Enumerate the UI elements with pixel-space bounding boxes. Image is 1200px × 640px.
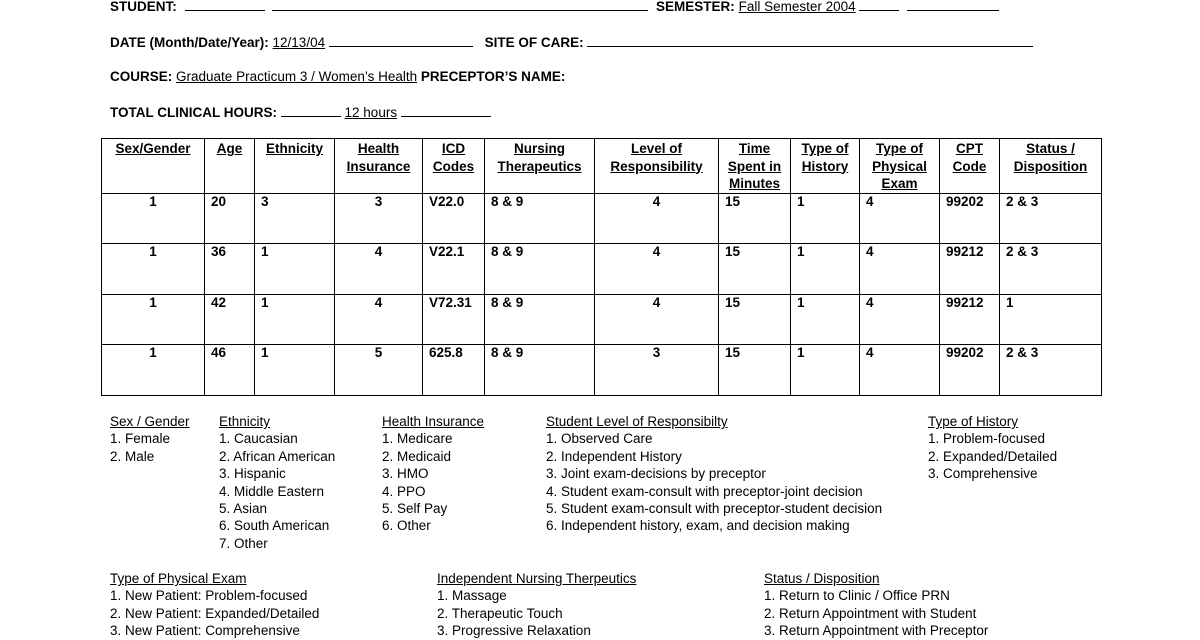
legend-item: 1. Female — [110, 431, 171, 447]
legend-item: 4. Student exam-consult with preceptor-joint decision — [546, 483, 863, 499]
cell-sex: 1 — [102, 345, 205, 396]
cell-icd: V22.0 — [423, 193, 485, 244]
legend-item: 6. Independent history, exam, and decision making — [546, 518, 850, 534]
cell-insurance: 4 — [335, 244, 423, 295]
legend-responsibility — [546, 413, 882, 535]
legend-item: 2. Independent History — [546, 448, 682, 464]
legend-item: 1. New Patient: Problem-focused — [110, 588, 308, 604]
hours-blank-2 — [401, 104, 491, 117]
date-line — [110, 34, 1033, 50]
student-line — [110, 0, 999, 14]
table-row — [102, 345, 1102, 396]
cell-time: 15 — [719, 193, 791, 244]
cell-icd: V22.1 — [423, 244, 485, 295]
cell-cpt: 99202 — [940, 345, 1000, 396]
cell-history: 1 — [791, 244, 860, 295]
legend-status-disposition — [764, 570, 988, 640]
col-header: Type of History — [791, 139, 860, 194]
semester-blank-1 — [859, 0, 899, 11]
cell-history: 1 — [791, 345, 860, 396]
legend-item: 3. Return Appointment with Preceptor — [764, 623, 989, 639]
site-blank — [587, 34, 1033, 47]
legend-item: 1. Massage — [437, 588, 507, 604]
legend-title: Type of History — [928, 414, 1019, 429]
legend-title: Student Level of Responsibilty — [546, 414, 728, 429]
cell-time: 15 — [719, 345, 791, 396]
cell-sex: 1 — [102, 244, 205, 295]
cell-cpt: 99202 — [940, 193, 1000, 244]
cell-physical: 4 — [860, 244, 940, 295]
legend-item: 5. Self Pay — [382, 500, 448, 516]
cell-age: 20 — [205, 193, 255, 244]
clinical-log-table — [101, 138, 1102, 396]
col-header: Type of Physical Exam — [860, 139, 940, 194]
cell-status: 2 & 3 — [1000, 193, 1102, 244]
legend-item: 2. Medicaid — [382, 448, 452, 464]
legend-item: 6. Other — [382, 518, 431, 534]
legend-health-insurance — [382, 413, 484, 535]
col-header: ICD Codes — [423, 139, 485, 194]
cell-sex: 1 — [102, 193, 205, 244]
cell-insurance: 5 — [335, 345, 423, 396]
table-row — [102, 244, 1102, 295]
col-header: Time Spent in Minutes — [719, 139, 791, 194]
date-value: 12/13/04 — [272, 35, 326, 50]
cell-cpt: 99212 — [940, 294, 1000, 345]
legend-item: 1. Observed Care — [546, 431, 653, 447]
legend-item: 6. South American — [219, 518, 330, 534]
semester-blank-2 — [907, 0, 999, 11]
legend-item: 2. Therapeutic Touch — [437, 605, 563, 621]
cell-icd: V72.31 — [423, 294, 485, 345]
legend-nursing-therapeutics — [437, 570, 636, 640]
cell-ethnicity: 1 — [255, 294, 335, 345]
legend-sex-gender — [110, 413, 190, 465]
cell-time: 15 — [719, 294, 791, 345]
date-label: DATE (Month/Date/Year): — [110, 35, 269, 50]
preceptor-label: PRECEPTOR’S NAME: — [420, 69, 566, 84]
course-line — [110, 69, 565, 84]
col-header: Status / Disposition — [1000, 139, 1102, 194]
site-label: SITE OF CARE: — [484, 35, 584, 50]
hours-line — [110, 104, 491, 120]
legend-title: Type of Physical Exam — [110, 571, 247, 586]
col-header: Sex/Gender — [102, 139, 205, 194]
table-header-row — [102, 139, 1102, 194]
legend-item: 2. African American — [219, 448, 336, 464]
course-label: COURSE: — [110, 69, 173, 84]
cell-sex: 1 — [102, 294, 205, 345]
cell-responsibility: 3 — [595, 345, 719, 396]
cell-insurance: 3 — [335, 193, 423, 244]
cell-nursing: 8 & 9 — [485, 294, 595, 345]
semester-value: Fall Semester 2004 — [738, 0, 856, 14]
legend-item: 5. Asian — [219, 500, 268, 516]
legend-item: 2. Expanded/Detailed — [928, 448, 1058, 464]
legend-item: 3. Progressive Relaxation — [437, 623, 591, 639]
legend-title: Status / Disposition — [764, 571, 880, 586]
legend-title: Sex / Gender — [110, 414, 190, 429]
cell-time: 15 — [719, 244, 791, 295]
cell-physical: 4 — [860, 345, 940, 396]
legend-ethnicity — [219, 413, 335, 552]
cell-age: 46 — [205, 345, 255, 396]
legend-item: 3. Hispanic — [219, 466, 286, 482]
student-blank-2 — [272, 0, 648, 11]
course-value: Graduate Practicum 3 / Women’s Health — [176, 69, 418, 84]
legend-title: Independent Nursing Therpeutics — [437, 571, 637, 586]
col-header: CPT Code — [940, 139, 1000, 194]
date-blank — [329, 34, 473, 47]
legend-item: 2. Return Appointment with Student — [764, 605, 977, 621]
legend-item: 3. New Patient: Comprehensive — [110, 623, 300, 639]
cell-nursing: 8 & 9 — [485, 244, 595, 295]
table-row — [102, 193, 1102, 244]
legend-item: 2. Male — [110, 448, 155, 464]
cell-insurance: 4 — [335, 294, 423, 345]
cell-nursing: 8 & 9 — [485, 345, 595, 396]
cell-responsibility: 4 — [595, 193, 719, 244]
col-header: Level of Responsibility — [595, 139, 719, 194]
legend-item: 3. Comprehensive — [928, 466, 1038, 482]
col-header: Health Insurance — [335, 139, 423, 194]
legend-item: 5. Student exam-consult with preceptor-student decision — [546, 500, 883, 516]
student-blank-1 — [185, 0, 265, 11]
cell-age: 36 — [205, 244, 255, 295]
col-header: Ethnicity — [255, 139, 335, 194]
cell-age: 42 — [205, 294, 255, 345]
semester-label: SEMESTER: — [656, 0, 735, 14]
legend-item: 3. HMO — [382, 466, 429, 482]
legend-item: 1. Problem-focused — [928, 431, 1046, 447]
cell-status: 2 & 3 — [1000, 345, 1102, 396]
hours-value: 12 hours — [344, 105, 398, 120]
table-row — [102, 294, 1102, 345]
col-header: Nursing Therapeutics — [485, 139, 595, 194]
cell-history: 1 — [791, 193, 860, 244]
legend-title: Health Insurance — [382, 414, 485, 429]
cell-icd: 625.8 — [423, 345, 485, 396]
cell-responsibility: 4 — [595, 244, 719, 295]
legend-item: 1. Caucasian — [219, 431, 298, 447]
legend-item: 4. Middle Eastern — [219, 483, 325, 499]
col-header: Age — [205, 139, 255, 194]
legend-item: 1. Return to Clinic / Office PRN — [764, 588, 950, 604]
cell-cpt: 99212 — [940, 244, 1000, 295]
hours-label: TOTAL CLINICAL HOURS: — [110, 105, 277, 120]
cell-ethnicity: 1 — [255, 244, 335, 295]
cell-ethnicity: 3 — [255, 193, 335, 244]
legend-item: 4. PPO — [382, 483, 426, 499]
cell-history: 1 — [791, 294, 860, 345]
legend-type-of-history — [928, 413, 1057, 483]
hours-blank-1 — [281, 104, 341, 117]
legend-physical-exam — [110, 570, 319, 640]
student-label: STUDENT: — [110, 0, 177, 14]
cell-physical: 4 — [860, 193, 940, 244]
cell-responsibility: 4 — [595, 294, 719, 345]
cell-physical: 4 — [860, 294, 940, 345]
cell-status: 1 — [1000, 294, 1102, 345]
legend-title: Ethnicity — [219, 414, 271, 429]
cell-nursing: 8 & 9 — [485, 193, 595, 244]
legend-item: 7. Other — [219, 535, 268, 551]
cell-status: 2 & 3 — [1000, 244, 1102, 295]
legend-item: 1. Medicare — [382, 431, 453, 447]
legend-item: 3. Joint exam-decisions by preceptor — [546, 466, 766, 482]
cell-ethnicity: 1 — [255, 345, 335, 396]
legend-item: 2. New Patient: Expanded/Detailed — [110, 605, 320, 621]
